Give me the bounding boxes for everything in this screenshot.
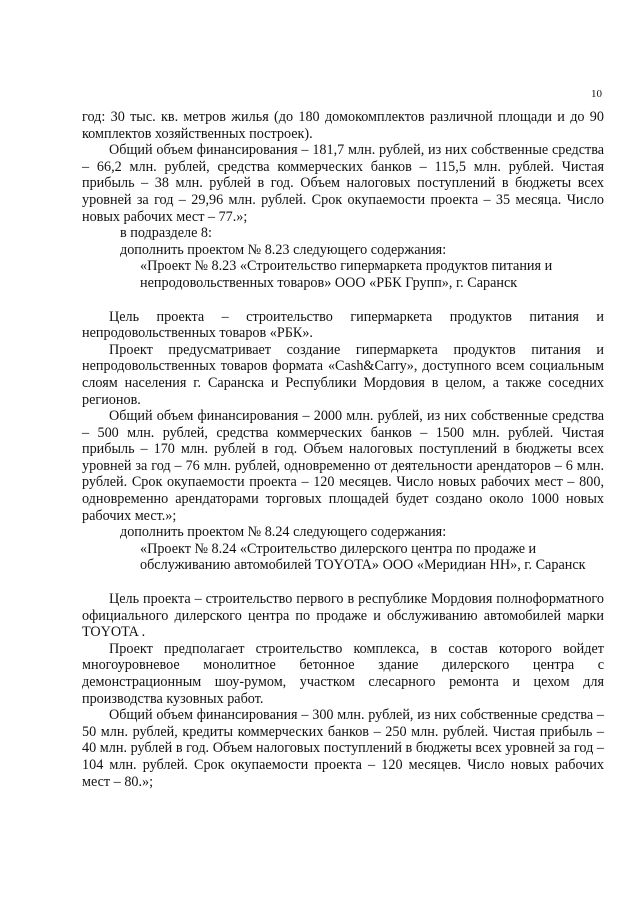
document-body [82,109,604,790]
project-title-8-24: «Проект № 8.24 «Строительство дилерского центра по продаже и обслуживанию автомобилей TOYOTA» ООО «Меридиан НН», г. Саранск [140,540,586,574]
paragraph-goal-8-23: Цель проекта – строительство гипермаркета продуктов питания и непродовольственных товаров «РБК». [82,308,604,342]
paragraph-description-8-23: Проект предусматривает создание гипермаркета продуктов питания и непродовольственных товаров формата «Cash&Carry», доступного всем социальным слоям населения г. Саранска и Республики Мордовия в целом, а также соседних регионов. [82,341,604,408]
amendment-intro-8-24: дополнить проектом № 8.24 следующего содержания: [120,524,447,541]
subsection-intro: в подразделе 8: [120,225,212,242]
amendment-intro-8-23: дополнить проектом № 8.23 следующего содержания: [120,241,447,258]
page-number: 10 [591,88,602,100]
paragraph-financing-8-23: Общий объем финансирования – 2000 млн. рублей, из них собственные средства – 500 млн. рублей, средства коммерческих банков – 1500 млн. рублей. Чистая прибыль – 170 млн. рублей в год. Объем налоговых поступлений в бюджеты всех уровней за год – 76 млн. рублей, одновременно от деятельности арендаторов – 6 млн. рублей. Срок окупаемости проекта – 120 месяцев. Число новых рабочих мест – 800, одновременно арендаторами торговых площадей будет создано около 1000 новых рабочих мест.»; [82,408,604,524]
paragraph-description-8-24: Проект предполагает строительство комплекса, в состав которого войдет многоуровневое монолитное бетонное здание дилерского центра с демонстрационным шоу-румом, участком слесарного ремонта и цехом для производства кузовных работ. [82,640,604,707]
paragraph-financing-1: Общий объем финансирования – 181,7 млн. рублей, из них собственные средства – 66,2 млн. рублей, средства коммерческих банков – 115,5 млн. рублей. Чистая прибыль – 38 млн. рублей в год. Объем налоговых поступлений в бюджеты всех уровней за год – 29,96 млн. рублей. Срок окупаемости проекта – 35 месяца. Число новых рабочих мест – 77.»; [82,142,604,225]
project-title-8-23: «Проект № 8.23 «Строительство гипермаркета продуктов питания и непродовольственных товаров» ООО «РБК Групп», г. Саранск [140,258,553,291]
paragraph-financing-8-24: Общий объем финансирования – 300 млн. рублей, из них собственные средства –50 млн. рублей, кредиты коммерческих банков – 250 млн. рублей. Чистая прибыль – 40 млн. рублей в год. Объем налоговых поступлений в бюджеты всех уровней за год – 104 млн. рублей. Срок окупаемости проекта – 120 месяцев. Число новых рабочих мест – 80.»; [82,707,604,790]
spacer [82,574,604,591]
spacer [82,292,604,309]
paragraph-goal-8-24: Цель проекта – строительство первого в республике Мордовия полноформатного официального дилерского центра по продаже и обслуживанию автомобилей марки TOYOTA . [82,591,604,641]
paragraph-continuation: год: 30 тыс. кв. метров жилья (до 180 домокомплектов различной площади и до 90 комплектов хозяйственных построек). [82,109,604,142]
